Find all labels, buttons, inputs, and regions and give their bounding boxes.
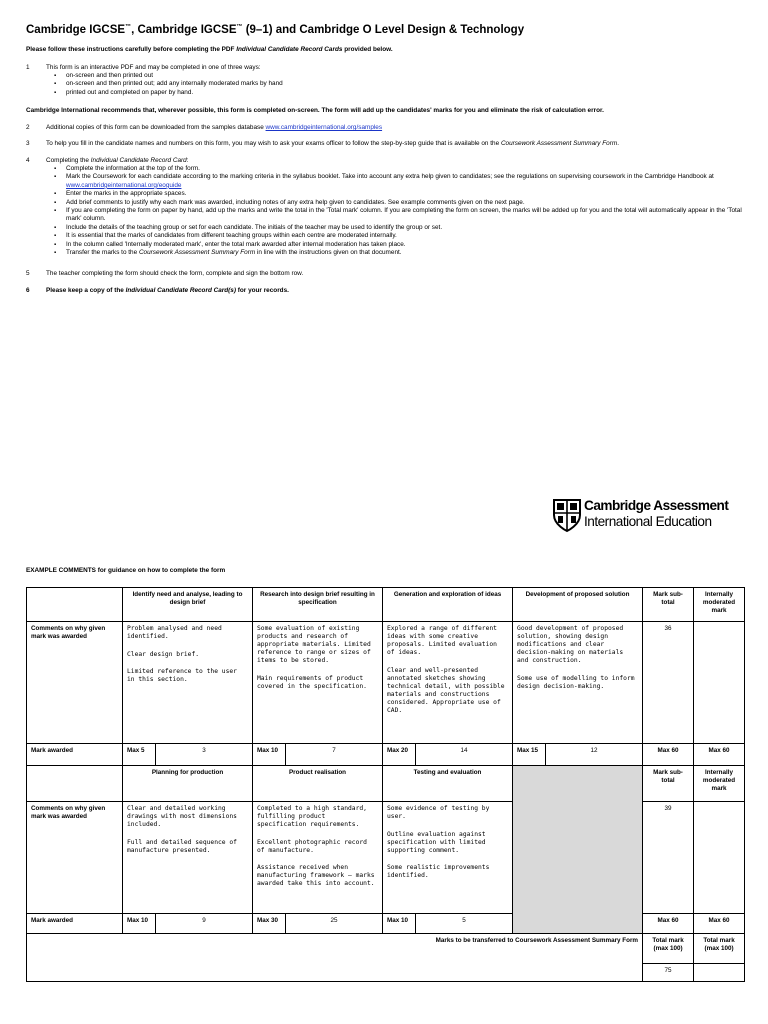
comment-research: Some evaluation of existing products and research of appropriate materials. Limited reference to range or sizes of items to be stored. Main requirements of product covered in the specification. [253,622,383,744]
item-number-2: 2 [26,124,30,131]
header-total-mark-moderated: Total mark (max 100) [694,934,745,964]
logo-line-2: International Education [584,513,712,529]
comment-generation: Explored a range of different ideas with some creative proposals. Limited evaluation of ideas. Clear and well-presented annotated sketches showing technical detail, with possible materials and constructions considered. Appropriate use of CAD. [383,622,513,744]
example-comments-label: EXAMPLE COMMENTS for guidance on how to complete the form [26,567,226,574]
samples-link[interactable]: www.cambridgeinternational.org/samples [265,124,383,131]
shaded-empty-cell [513,766,643,934]
instruction-5: The teacher completing the form should check the form, complete and sign the bottom row. [46,270,304,277]
comment-identify-need: Problem analysed and need identified. Clear design brief. Limited reference to the user in this section. [123,622,253,744]
subtotal-value: 39 [643,802,694,914]
max-60-label: Max 60 [694,914,745,934]
page-title: Cambridge IGCSE™, Cambridge IGCSE™ (9–1) and Cambridge O Level Design & Technology [26,24,525,36]
instruction-2: Additional copies of this form can be downloaded from the samples database www.cambridgeinternational.org/samples [46,124,383,131]
list-item: ▪ Enter the marks in the appropriate spaces. [66,190,744,198]
instruction-4-bullets [54,165,744,257]
header-research: Research into design brief resulting in specification [253,588,383,622]
mark-value: 7 [286,744,383,766]
example-record-table [26,587,745,982]
header-generation: Generation and exploration of ideas [383,588,513,622]
instructions-intro: Please follow these instructions carefully before completing the PDF Individual Candidate Record Cards provided below. [26,46,393,53]
list-item: ▪ Complete the information at the top of the form. [66,165,744,173]
logo-line-1: Cambridge Assessment [584,498,729,513]
cambridge-logo [584,498,728,529]
moderated-value [694,802,745,914]
header-internally-moderated: Internally moderated mark [694,588,745,622]
mark-value: 25 [286,914,383,934]
max-60-label: Max 60 [643,744,694,766]
max-label: Max 20 [383,744,416,766]
list-item: ▪ printed out and completed on paper by hand. [66,89,744,97]
list-item: ▪ In the column called 'Internally moderated mark', enter the total mark awarded after internal moderation has taken place. [66,241,744,249]
instruction-3: To help you fill in the candidate names and numbers on this form, you may wish to ask your exams officer to follow the step-by-step guide that is available on the Coursework Assessment Summary Form. [46,140,619,147]
instruction-1-bullets [54,72,744,97]
subtotal-value: 36 [643,622,694,744]
max-60-label: Max 60 [643,914,694,934]
mark-awarded-label: Mark awarded [27,744,123,766]
header-product-realisation: Product realisation [253,766,383,802]
mark-awarded-label: Mark awarded [27,914,123,934]
instruction-6: Please keep a copy of the Individual Candidate Record Card(s) for your records. [46,287,289,294]
header-mark-subtotal: Mark sub-total [643,588,694,622]
comment-development: Good development of proposed solution, showing design modifications and clear decision-making on materials and construction. Some use of modelling to inform design decision-making. [513,622,643,744]
header-internally-moderated: Internally moderated mark [694,766,745,802]
blank-corner [27,766,123,802]
comment-planning: Clear and detailed working drawings with most dimensions included. Full and detailed sequence of manufacture presented. [123,802,253,914]
mark-value: 9 [156,914,253,934]
comment-product-realisation: Completed to a high standard, fulfilling product specification requirements. Excellent photographic record of manufacture. Assistance received when manufacturing framework – marks awarded take this into account. [253,802,383,914]
mark-value: 12 [546,744,643,766]
instruction-4: Completing the Individual Candidate Record Card: [46,157,189,164]
max-label: Max 5 [123,744,156,766]
list-item: ▪ on-screen and then printed out; add any internally moderated marks by hand [66,80,744,88]
transfer-note: Marks to be transferred to Coursework Assessment Summary Form [27,934,643,982]
blank-corner [27,588,123,622]
recommendation-text: Cambridge International recommends that, wherever possible, this form is completed on-screen. The form will add up the candidates' marks for you and eliminate the risk of calculation error. [26,107,604,114]
max-label: Max 10 [253,744,286,766]
mark-value: 3 [156,744,253,766]
comments-label: Comments on why given mark was awarded [27,802,123,914]
comment-testing: Some evidence of testing by user. Outline evaluation against specification with limited supporting comment. Some realistic improvements identified. [383,802,513,914]
item-number-3: 3 [26,140,30,147]
list-item: ▪ Include the details of the teaching group or set for each candidate. The initials of the teacher may be used to identify the group or set. [66,224,744,232]
item-number-4: 4 [26,157,30,164]
eoguide-link[interactable]: www.cambridgeinternational.org/eoguide [66,181,182,189]
comments-label: Comments on why given mark was awarded [27,622,123,744]
item-number-1: 1 [26,64,30,71]
item-number-6: 6 [26,287,30,294]
header-identify-need: Identify need and analyse, leading to design brief [123,588,253,622]
list-item: ▪ If you are completing the form on paper by hand, add up the marks and write the total in the 'Total mark' column. If you are completing the form on screen, the marks will be added up for you and the total will automatically appear in the 'Total mark' column. [66,207,744,224]
list-item: ▪ on-screen and then printed out [66,72,744,80]
max-60-label: Max 60 [694,744,745,766]
list-item: ▪ Transfer the marks to the Coursework Assessment Summary Form in line with the instructions given on that document. [66,249,744,257]
header-planning: Planning for production [123,766,253,802]
max-label: Max 30 [253,914,286,934]
total-mark-value: 75 [643,964,694,982]
max-label: Max 10 [383,914,416,934]
total-moderated-value [694,964,745,982]
list-item: ▪ It is essential that the marks of candidates from different teaching groups within each centre are moderated internally. [66,232,744,240]
list-item: ▪ Mark the Coursework for each candidate according to the marking criteria in the syllabus booklet. Take into account any extra help given to candidates; see the regulations on supervising coursework in the Cambridge Handbook at www.cambridgeinternational.org/eoguide [66,173,744,190]
max-label: Max 15 [513,744,546,766]
item-number-5: 5 [26,270,30,277]
list-item: ▪ Add brief comments to justify why each mark was awarded, including notes of any extra help given to candidates. See example comments given on the next page. [66,199,744,207]
mark-value: 5 [416,914,513,934]
header-total-mark: Total mark (max 100) [643,934,694,964]
instruction-1: This form is an interactive PDF and may be completed in one of three ways: [46,64,261,71]
mark-value: 14 [416,744,513,766]
header-testing: Testing and evaluation [383,766,513,802]
header-mark-subtotal: Mark sub-total [643,766,694,802]
max-label: Max 10 [123,914,156,934]
header-development: Development of proposed solution [513,588,643,622]
moderated-value [694,622,745,744]
